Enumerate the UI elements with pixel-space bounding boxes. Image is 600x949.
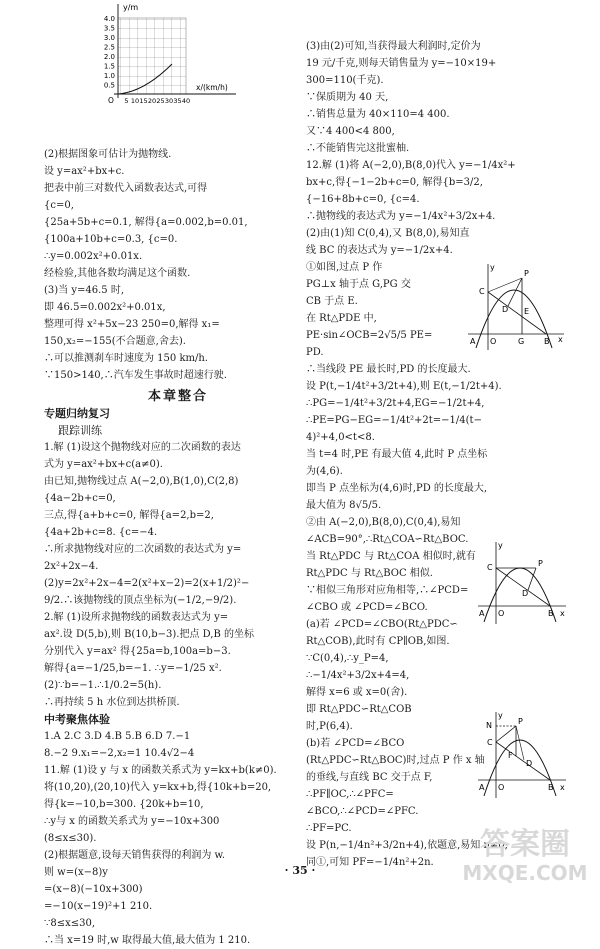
fig-label: G — [518, 337, 525, 346]
x-tick: 20 — [147, 97, 157, 105]
y-tick: 1.5 — [103, 62, 115, 71]
text-line: ∴当线段 PE 最长时,PD 的长度最大. — [306, 364, 471, 375]
x-axis-label: x/(km/h) — [196, 83, 228, 92]
text-line: ∴不能销售完这批蜜柚. — [306, 143, 410, 154]
watermark — [455, 818, 595, 888]
text-line: (2)∵b=−1.∴1/0.2=5(h). — [44, 680, 162, 691]
y-tick: 3.0 — [103, 34, 115, 42]
text-line: ∴PF∥OC,∴∠PFC= — [306, 789, 394, 800]
fig-label: P — [524, 269, 529, 278]
y-tick: 1.0 — [103, 72, 115, 80]
fig-label: B — [548, 609, 554, 618]
subsection-heading: 跟踪训练 — [58, 424, 102, 437]
text-line: {100a+10b+c=0.3, {c=0. — [44, 234, 178, 245]
text-line: ∠ACB=90°,∴Rt△COA∽Rt△BOC. — [306, 534, 469, 545]
text-line: 由已知,抛物线过点 A(−2,0),B(1,0),C(2,8) — [44, 476, 239, 487]
x-tick-labels — [124, 97, 190, 105]
text-line: 整理可得 x²+5x−23 250=0,解得 x₁= — [44, 319, 220, 330]
text-line: 300=110(千克). — [306, 75, 384, 86]
fig-label: O — [490, 337, 497, 346]
chapter-title: 本章整合 — [147, 389, 208, 404]
text-line: 解得{a=−1/25,b=−1. ∴y=−1/25 x². — [44, 663, 222, 674]
text-line: 则 w=(x−8)y — [44, 867, 108, 878]
x-tick: 5 — [124, 97, 129, 105]
text-line: 即当 P 点坐标为(4,6)时,PD 的长度最大, — [306, 483, 488, 494]
text-line: (3)由(2)可知,当获得最大利润时,定价为 — [306, 41, 481, 52]
fig-label: E — [524, 307, 530, 316]
origin-label: O — [108, 96, 114, 105]
parabola — [484, 568, 556, 622]
text-line: (3)当 y=46.5 时, — [44, 285, 124, 296]
fig-label: B — [548, 783, 554, 792]
fig-label: y — [498, 541, 503, 550]
fig-label: x — [560, 609, 565, 618]
section-heading: 专题归纳复习 — [44, 407, 110, 420]
graph-grid — [118, 18, 186, 94]
text-line: ∴PE=PG−EG=−1/4t²+2t=−1/4(t− — [306, 415, 482, 426]
text-line: ∠BCO,∴∠PCD=∠PFC. — [306, 806, 419, 817]
page-number: · 35 · — [284, 864, 316, 877]
line-pd — [508, 278, 522, 306]
x-tick: 15 — [139, 97, 148, 105]
parabola — [484, 740, 556, 796]
text-line: PG⊥x 轴于点 G,PG 交 — [306, 279, 411, 290]
text-line: ∵150>140,∴汽车发生事故时超速行驶. — [44, 370, 227, 381]
text-line: ∴当 x=19 时,w 取得最大值,最大值为 1 210. — [44, 935, 251, 946]
text-line: bx+c,得{−1−2b+c=0, 解得{b=3/2, — [306, 177, 483, 188]
x-tick: 10 — [130, 97, 140, 105]
text-line: (2)根据图象可估计为抛物线. — [44, 149, 172, 160]
text-line: {4a+2b+c=8. {c=−4. — [44, 527, 158, 538]
text-line: 1.解 (1)设这个抛物线对应的二次函数的表达 — [44, 442, 241, 453]
text-line: ∵相似三角形对应角相等,∴∠PCD= — [306, 585, 469, 596]
text-line: 得{k=−10,b=300. {20k+b=10, — [44, 799, 204, 810]
text-line: 设 y=ax²+bx+c. — [44, 166, 125, 177]
text-line: 8.−2 9.x₁=−2,x₂=1 10.4√2−4 — [44, 748, 195, 759]
fig-label: y — [490, 263, 495, 272]
text-line: ∵保质期为 40 天, — [306, 92, 389, 103]
fig-label: x — [560, 783, 565, 792]
text-line: ∴y与 x 的函数关系式为 y=−10x+300 — [44, 816, 220, 827]
fig-label: C — [479, 287, 485, 296]
text-line: ∠CBO 或 ∠PCD=∠BCO. — [306, 602, 428, 613]
y-tick: 3.5 — [103, 24, 115, 33]
fig-label: P — [538, 559, 543, 568]
text-line: ∵8≤x≤30, — [44, 918, 96, 929]
x-tick: 35 — [173, 97, 182, 105]
text-line: 经检验,其他各数均满足这个函数. — [44, 268, 191, 279]
text-line: (2)根据题意,设每天销售获得的利润为 w. — [44, 850, 226, 861]
text-line: 12.解 (1)将 A(−2,0),B(8,0)代入 y=−1/4x²+ — [306, 160, 516, 171]
text-line: 的垂线,与直线 BC 交于点 F, — [306, 772, 433, 783]
text-line: 把表中前三对数代入函数表达式,可得 — [44, 183, 208, 194]
speed-distance-graph — [44, 0, 312, 150]
text-line: 设 P(t,−1/4t²+3/2t+4),则 E(t,−1/2t+4). — [306, 381, 502, 392]
text-line: 2.解 (1)设所求抛物线的函数表达式为 y= — [44, 612, 229, 623]
text-line: 在 Rt△PDE 中, — [306, 313, 377, 324]
text-line: 时,P(6,4). — [306, 721, 353, 732]
x-tick: 25 — [156, 97, 165, 105]
line-bc — [488, 292, 546, 334]
text-line: 4)²+4,0<t<8. — [306, 432, 375, 443]
y-tick: 0.5 — [103, 81, 115, 90]
text-line: 又∵4 400<4 800, — [306, 126, 395, 137]
line-cp — [496, 726, 516, 742]
fig-label: D — [526, 759, 533, 768]
y-tick-labels — [104, 15, 115, 90]
text-line: 当 Rt△PDC 与 Rt△COA 相似时,就有 — [306, 551, 476, 562]
text-line: ∴再持续 5 h 水位到达拱桥顶. — [44, 697, 180, 708]
text-line: {c=0, — [44, 200, 74, 211]
text-line: {4a−2b+c=0, — [44, 493, 116, 504]
fig-label: B — [544, 337, 550, 346]
x-tick: 40 — [181, 97, 191, 105]
fig-label: A — [479, 609, 485, 618]
text-line: {−16+8b+c=0, {c=4. — [306, 194, 420, 205]
text-line: (2)y=2x²+2x−4=2(x²+x−2)=2(x+1/2)²− — [44, 578, 250, 589]
figure-parabola-1 — [466, 262, 566, 352]
text-line: ①如图,过点 P 作 — [306, 262, 383, 273]
fig-label: P — [518, 717, 523, 726]
text-line: 即 Rt△PDC∽Rt△COB — [306, 704, 412, 715]
text-line: ②由 A(−2,0),B(8,0),C(0,4),易知 — [306, 517, 461, 528]
text-line: 将(10,20),(20,10)代入 y=kx+b,得{10k+b=20, — [44, 782, 272, 793]
text-line: Rt△PDC 与 Rt△BOC 相似. — [306, 568, 433, 579]
text-line: 150,x₂=−155(不合题意,舍去). — [44, 336, 186, 347]
parabola — [476, 290, 552, 348]
text-line: 同①,可知 PF=−1/4n²+2n. — [306, 857, 434, 868]
fig-label: F — [508, 751, 513, 760]
watermark-url: MXQE.COM — [462, 861, 588, 885]
text-line: 即 46.5=0.002x²+0.01x, — [44, 302, 166, 313]
text-line: ∴PF=PC. — [306, 823, 352, 834]
text-line: ∵C(0,4),∴y_P=4, — [306, 653, 389, 664]
text-line: 三点,得{a+b+c=0, 解得{a=2,b=2, — [44, 510, 214, 521]
text-line: PE·sin∠OCB=2√5/5 PE= — [306, 330, 433, 341]
text-line: Rt△COB),此时有 CP∥OB,如图. — [306, 636, 450, 647]
fig-label: D — [502, 305, 509, 314]
fig-label: O — [498, 783, 505, 792]
text-line: 当 t=4 时,PE 有最大值 4,此时 P 点坐标 — [306, 449, 488, 460]
section-heading: 中考聚焦体验 — [44, 713, 110, 726]
text-line: ∴−1/4x²+3/2x+4=4, — [306, 670, 410, 681]
text-line: ∴销售总量为 40×110=4 400. — [306, 109, 450, 120]
x-tick: 30 — [164, 97, 174, 105]
text-line: PD. — [306, 347, 324, 358]
text-line: 9/2.∴该抛物线的顶点坐标为(−1/2,−9/2). — [44, 595, 237, 606]
text-line: =(x−8)(−10x+300) — [44, 884, 143, 895]
fig-label: C — [487, 563, 493, 572]
y-axis-label: y/m — [123, 3, 139, 12]
figure-parabola-3 — [476, 710, 568, 800]
y-tick: 2.0 — [103, 53, 115, 61]
text-line: 为(4,6). — [306, 466, 343, 477]
text-line: (8≤x≤30). — [44, 833, 97, 844]
fig-label: x — [558, 335, 563, 344]
fig-label: D — [522, 589, 529, 598]
text-line: 式为 y=ax²+bx+c(a≠0). — [44, 459, 163, 470]
text-line: 19 元/千克,则每天销售量为 y=−10×19+ — [306, 58, 497, 69]
fig-label: A — [479, 783, 485, 792]
fig-label: O — [498, 609, 505, 618]
fig-label: A — [470, 337, 476, 346]
figure-parabola-2 — [476, 540, 568, 626]
text-line: 最大值为 8√5/5. — [306, 500, 382, 511]
fig-label: N — [486, 721, 492, 730]
text-line: (Rt△PDC∽Rt△BOC)时,过点 P 作 x 轴 — [306, 755, 485, 766]
line-pd — [516, 726, 524, 760]
text-line: 线 BC 的表达式为 y=−1/2x+4. — [306, 245, 453, 256]
fig-label: y — [498, 711, 503, 720]
text-line: ∴y=0.002x²+0.01x. — [44, 251, 143, 262]
text-line: ∴所求抛物线对应的二次函数的表达式为 y= — [44, 544, 242, 555]
solution-block-1 — [44, 146, 312, 949]
fig-label: C — [487, 738, 493, 747]
watermark-title: 答案圈 — [480, 827, 570, 862]
text-line: 设 P(n,−1/4n²+3/2n+4),依题意,易知 n≠0, — [306, 840, 508, 851]
text-line: ∴PG=−1/4t²+3/2t+4,EG=−1/2t+4, — [306, 398, 485, 409]
text-line: 分别代入 y=ax² 得{25a=b,100a=b−3. — [44, 646, 231, 657]
text-line: (a)若 ∠PCD=∠CBO(Rt△PDC∽ — [306, 619, 458, 630]
text-line: 1.A 2.C 3.D 4.B 5.B 6.D 7.−1 — [44, 731, 191, 742]
text-line: ∴抛物线的表达式为 y=−1/4x²+3/2x+4. — [306, 211, 496, 222]
text-line: 2x²+2x−4. — [44, 561, 99, 572]
text-line: =−10(x−19)²+1 210. — [44, 901, 153, 912]
y-tick: 4.0 — [103, 15, 115, 23]
text-line: 解得 x=6 或 x=0(舍). — [306, 687, 408, 698]
text-line: CB 于点 E. — [306, 296, 358, 307]
text-line: ax².设 D(5,b),则 B(10,b−3).把点 D,B 的坐标 — [44, 629, 255, 640]
text-line: (b)若 ∠PCD=∠BCO — [306, 738, 405, 749]
text-line: (2)由(1)知 C(0,4),又 B(8,0),易知直 — [306, 228, 470, 239]
y-tick: 2.5 — [103, 43, 115, 52]
text-line: ∴可以推测刹车时速度为 150 km/h. — [44, 353, 208, 364]
text-line: {25a+5b+c=0.1, 解得{a=0.002,b=0.01, — [44, 217, 248, 228]
text-line: 11.解 (1)设 y 与 x 的函数关系式为 y=kx+b(k≠0). — [44, 765, 277, 776]
